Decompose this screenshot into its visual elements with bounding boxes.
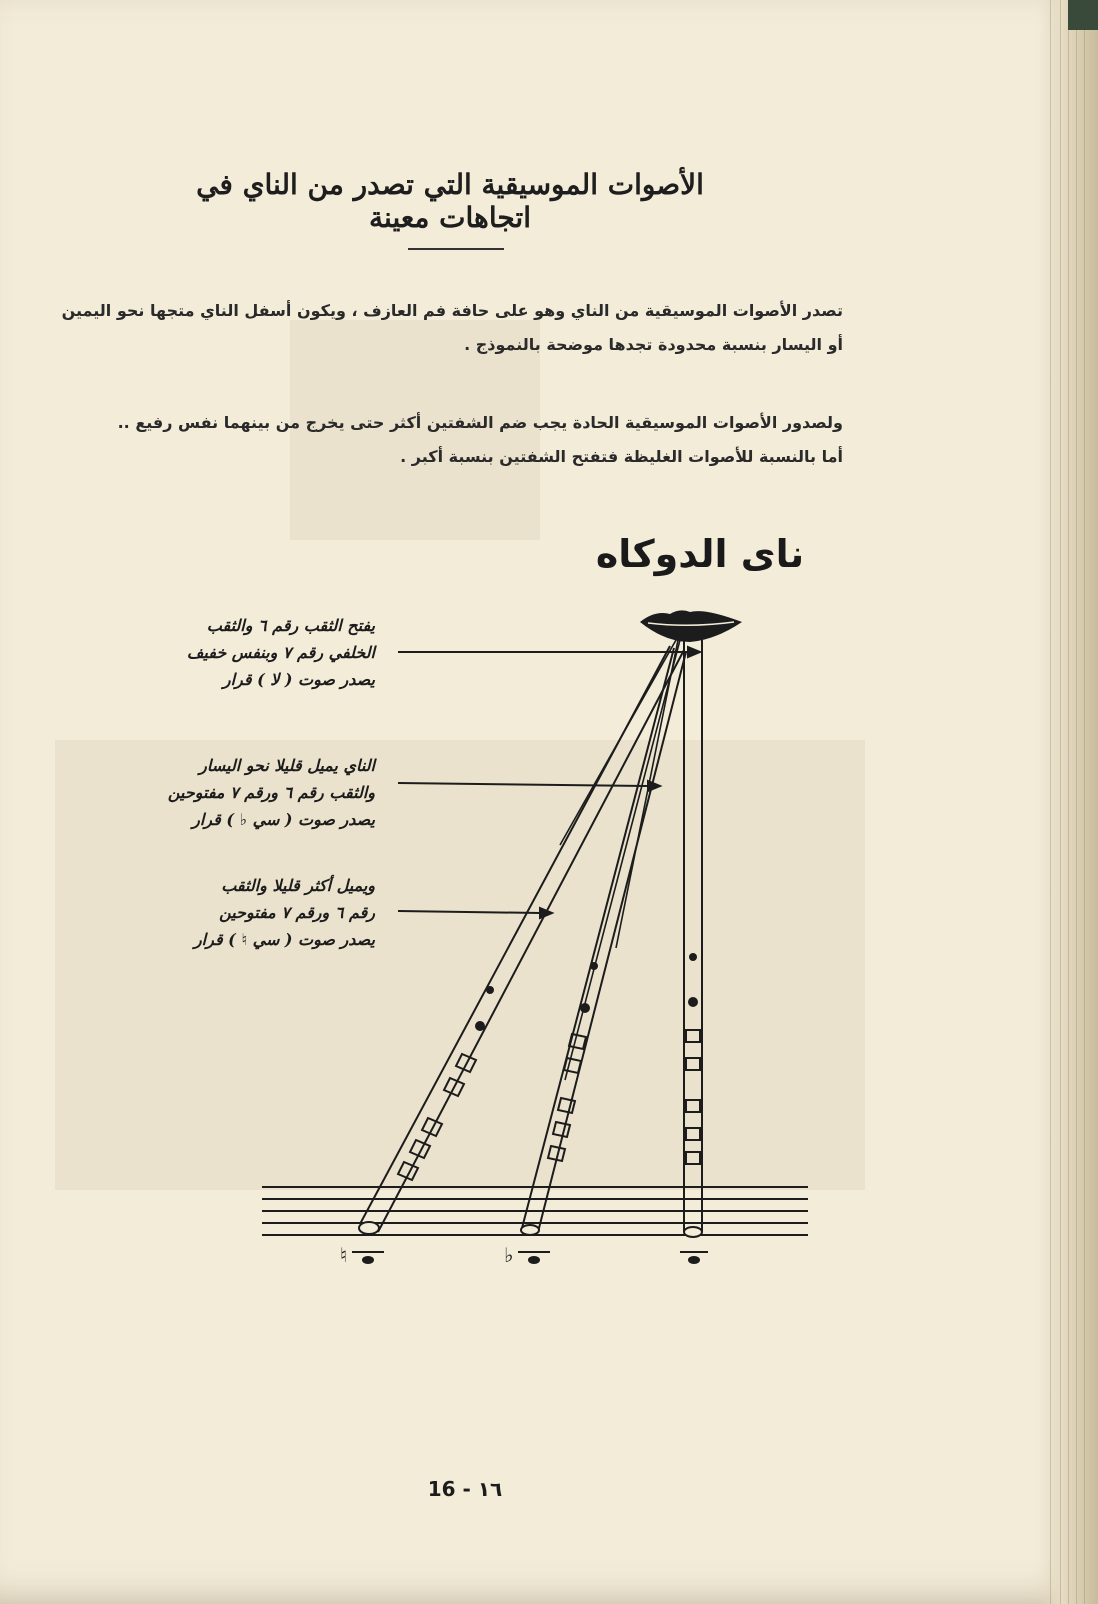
annotation-line: ويميل أكثر قليلا والثقب: [221, 876, 375, 895]
lips-icon: [640, 610, 742, 642]
annotation-line: رقم ٦ ورقم ٧ مفتوحين: [219, 903, 375, 922]
nay-flute-icon: [359, 646, 684, 1234]
annotation-line: يفتح الثقب رقم ٦ والثقب: [206, 616, 375, 635]
paragraph-1-line: تصدر الأصوات الموسيقية من الناي وهو على حافة فم العازف ، ويكون أسفل الناي متجها نحو اليمين: [61, 301, 843, 320]
paragraph-2-line: ولصدور الأصوات الموسيقية الحادة يجب ضم الشفتين أكثر حتى يخرج من بينهما نفس رفيع ..: [117, 413, 843, 432]
annotation-line: الخلفي رقم ٧ وبنفس خفيف: [186, 643, 375, 662]
note-accidental: ♮: [340, 1243, 348, 1267]
music-note: [340, 1243, 384, 1267]
annotation-line: يصدر صوت ( لا ) قرار: [222, 670, 375, 689]
paragraph-1-line: أو اليسار بنسبة محدودة تجدها موضحة بالنموذج .: [464, 335, 843, 354]
arrow: [398, 647, 700, 657]
nay-flute-icon: [684, 636, 702, 1237]
arrow: [398, 781, 660, 791]
annotation-line: والثقب رقم ٦ ورقم ٧ مفتوحين: [167, 783, 375, 802]
page-title: الأصوات الموسيقية التي تصدر من الناي في اتجاهات معينة: [196, 168, 704, 234]
music-note: [504, 1243, 550, 1267]
note-accidental: ♭: [504, 1243, 514, 1267]
music-note: [680, 1252, 708, 1264]
annotation-line: يصدر صوت ( سي ♭ ) قرار: [192, 810, 375, 829]
diagram-title: ناى الدوكاه: [595, 532, 805, 576]
annotation-line: الناي يميل قليلا نحو اليسار: [199, 756, 375, 775]
annotation-line: يصدر صوت ( سي ♮ ) قرار: [193, 930, 375, 949]
paragraph-2-line: أما بالنسبة للأصوات الغليظة فتفتح الشفتين بنسبة أكبر .: [400, 447, 843, 466]
page-number: 16 - ١٦: [427, 1477, 503, 1501]
nay-flute-icon: [521, 648, 686, 1235]
